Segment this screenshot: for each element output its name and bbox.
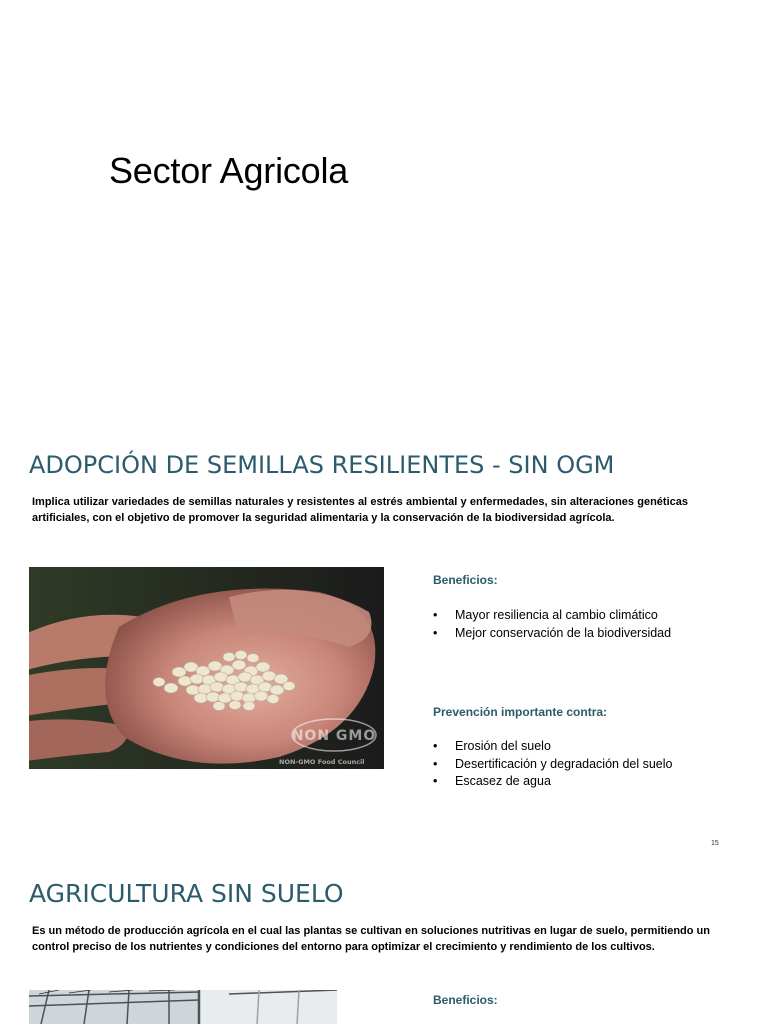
list-item: • Mayor resiliencia al cambio climático	[433, 607, 671, 625]
list-item: • Mejor conservación de la biodiversidad	[433, 625, 671, 643]
benefits-list	[433, 607, 671, 642]
section-description-semillas: Implica utilizar variedades de semillas naturales y resistentes al estrés ambiental y enfermedades, sin alteraciones genéticas artificiales, con el objetivo de promover la seguridad alimentaria y la conservación de la biodiversidad agrícola.	[32, 496, 688, 524]
greenhouse-photo	[29, 990, 337, 1024]
seeds-photo-illustration	[29, 567, 384, 769]
benefits-heading: Beneficios:	[433, 573, 498, 587]
non-gmo-logo-text: NON GMO	[291, 728, 377, 744]
section-description-sin-suelo: Es un método de producción agrícola en el cual las plantas se cultivan en soluciones nutritivas en lugar de suelo, permitiendo un control preciso de los nutrientes y condiciones del entorno para optimizar el crecimiento y rendimiento de los cultivos.	[32, 925, 710, 953]
prevention-list	[433, 738, 673, 791]
page-number: 15	[711, 840, 719, 847]
list-item: • Escasez de agua	[433, 773, 673, 791]
prevention-heading: Prevención importante contra:	[433, 705, 608, 719]
cover-title: Sector Agricola	[109, 150, 349, 191]
non-gmo-caption: NON-GMO Food Council	[279, 758, 365, 766]
section-title-sin-suelo: AGRICULTURA SIN SUELO	[29, 879, 344, 908]
list-item: • Erosión del suelo	[433, 738, 673, 756]
benefits-heading-sin-suelo: Beneficios:	[433, 993, 498, 1007]
list-item: • Desertificación y degradación del suelo	[433, 756, 673, 774]
section-title-semillas: ADOPCIÓN DE SEMILLAS RESILIENTES - SIN OGM	[29, 451, 615, 479]
greenhouse-photo-illustration	[29, 990, 337, 1024]
seeds-in-hand-photo	[29, 567, 384, 769]
